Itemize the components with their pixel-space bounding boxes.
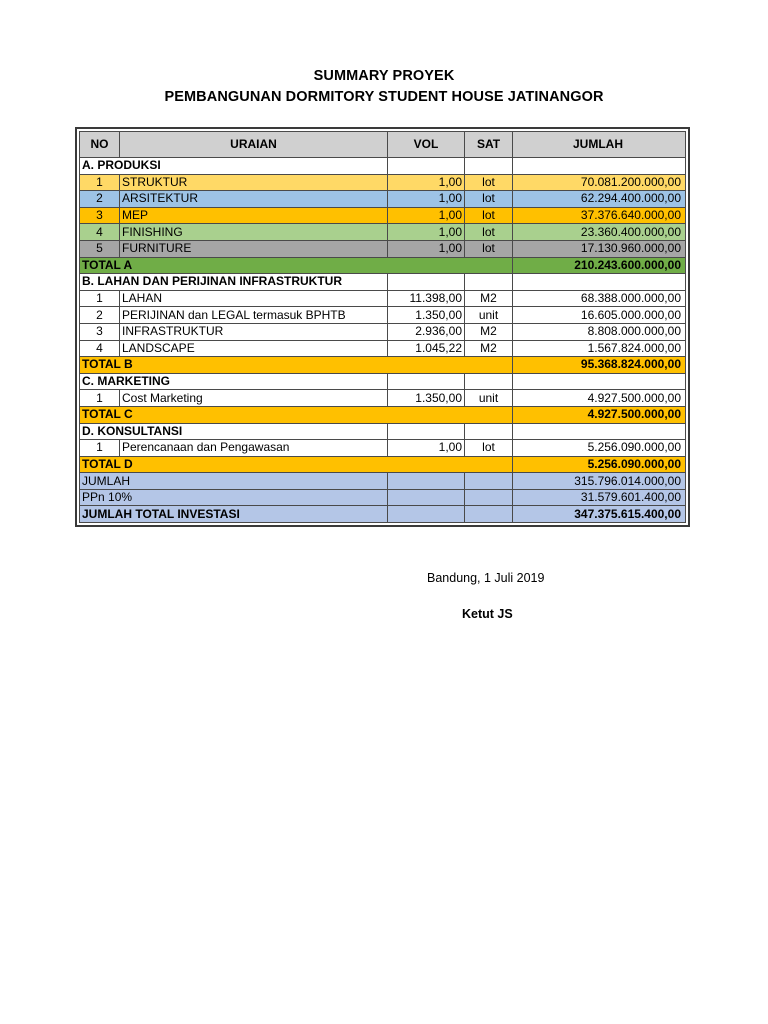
empty-cell: [388, 274, 465, 291]
row-no: 1: [80, 440, 120, 457]
table-row: [80, 340, 686, 357]
row-jumlah: 16.605.000.000,00: [513, 307, 686, 324]
empty-cell: [513, 274, 686, 291]
empty-cell: [388, 158, 465, 175]
empty-cell: [513, 373, 686, 390]
empty-cell: [388, 373, 465, 390]
row-no: 2: [80, 191, 120, 208]
row-sat: M2: [465, 323, 513, 340]
section-title: B. LAHAN DAN PERIJINAN INFRASTRUKTUR: [80, 274, 388, 291]
section-header-row: [80, 373, 686, 390]
row-vol: 2.936,00: [388, 323, 465, 340]
row-vol: 1.045,22: [388, 340, 465, 357]
summary-value: 315.796.014.000,00: [513, 473, 686, 490]
section-total-row: [80, 357, 686, 374]
row-vol: 1,00: [388, 224, 465, 241]
empty-cell: [465, 489, 513, 506]
row-sat: lot: [465, 174, 513, 191]
row-no: 1: [80, 390, 120, 407]
section-total-value: 4.927.500.000,00: [513, 406, 686, 423]
empty-cell: [513, 423, 686, 440]
row-uraian: ARSITEKTUR: [120, 191, 388, 208]
table-row: [80, 390, 686, 407]
header-vol: VOL: [388, 132, 465, 158]
section-total-row: [80, 257, 686, 274]
row-no: 2: [80, 307, 120, 324]
row-uraian: Perencanaan dan Pengawasan: [120, 440, 388, 457]
table-body: [80, 158, 686, 523]
empty-cell: [465, 423, 513, 440]
row-vol: 1.350,00: [388, 390, 465, 407]
row-vol: 1,00: [388, 174, 465, 191]
section-title: A. PRODUKSI: [80, 158, 388, 175]
section-title: D. KONSULTANSI: [80, 423, 388, 440]
header-jumlah: JUMLAH: [513, 132, 686, 158]
empty-cell: [513, 158, 686, 175]
row-no: 1: [80, 174, 120, 191]
section-title: C. MARKETING: [80, 373, 388, 390]
row-uraian: MEP: [120, 207, 388, 224]
section-header-row: [80, 158, 686, 175]
summary-row: [80, 506, 686, 523]
row-sat: lot: [465, 440, 513, 457]
summary-label: PPn 10%: [80, 489, 388, 506]
table-row: [80, 240, 686, 257]
table-row: [80, 290, 686, 307]
summary-row: [80, 489, 686, 506]
section-total-value: 95.368.824.000,00: [513, 357, 686, 374]
row-no: 5: [80, 240, 120, 257]
summary-label: JUMLAH TOTAL INVESTASI: [80, 506, 388, 523]
section-total-row: [80, 406, 686, 423]
row-jumlah: 37.376.640.000,00: [513, 207, 686, 224]
empty-cell: [388, 489, 465, 506]
section-total-label: TOTAL B: [80, 357, 513, 374]
row-uraian: LAHAN: [120, 290, 388, 307]
row-no: 4: [80, 340, 120, 357]
header-no: NO: [80, 132, 120, 158]
row-sat: M2: [465, 340, 513, 357]
title-line-2: PEMBANGUNAN DORMITORY STUDENT HOUSE JATINANGOR: [164, 89, 604, 105]
row-jumlah: 68.388.000.000,00: [513, 290, 686, 307]
summary-table-frame: [75, 127, 690, 527]
empty-cell: [465, 473, 513, 490]
row-no: 3: [80, 323, 120, 340]
table-row: [80, 191, 686, 208]
section-total-value: 5.256.090.000,00: [513, 456, 686, 473]
empty-cell: [388, 473, 465, 490]
row-jumlah: 62.294.400.000,00: [513, 191, 686, 208]
summary-table: [79, 131, 686, 523]
section-total-label: TOTAL C: [80, 406, 513, 423]
table-row: [80, 224, 686, 241]
row-uraian: FINISHING: [120, 224, 388, 241]
row-sat: lot: [465, 191, 513, 208]
row-jumlah: 23.360.400.000,00: [513, 224, 686, 241]
row-sat: unit: [465, 390, 513, 407]
row-jumlah: 70.081.200.000,00: [513, 174, 686, 191]
table-row: [80, 323, 686, 340]
empty-cell: [465, 373, 513, 390]
row-vol: 1,00: [388, 240, 465, 257]
summary-label: JUMLAH: [80, 473, 388, 490]
table-row: [80, 174, 686, 191]
section-total-row: [80, 456, 686, 473]
row-jumlah: 1.567.824.000,00: [513, 340, 686, 357]
row-vol: 11.398,00: [388, 290, 465, 307]
signature-date: Bandung, 1 Juli 2019: [427, 571, 545, 585]
section-total-value: 210.243.600.000,00: [513, 257, 686, 274]
row-vol: 1,00: [388, 440, 465, 457]
row-jumlah: 5.256.090.000,00: [513, 440, 686, 457]
empty-cell: [465, 506, 513, 523]
table-header-row: [80, 132, 686, 158]
title-line-1: SUMMARY PROYEK: [313, 68, 455, 84]
row-sat: lot: [465, 224, 513, 241]
row-jumlah: 8.808.000.000,00: [513, 323, 686, 340]
row-vol: 1.350,00: [388, 307, 465, 324]
row-uraian: Cost Marketing: [120, 390, 388, 407]
row-sat: unit: [465, 307, 513, 324]
row-sat: M2: [465, 290, 513, 307]
row-no: 3: [80, 207, 120, 224]
empty-cell: [388, 506, 465, 523]
empty-cell: [465, 274, 513, 291]
row-jumlah: 17.130.960.000,00: [513, 240, 686, 257]
section-header-row: [80, 423, 686, 440]
table-row: [80, 207, 686, 224]
empty-cell: [465, 158, 513, 175]
header-uraian: URAIAN: [120, 132, 388, 158]
section-header-row: [80, 274, 686, 291]
row-uraian: FURNITURE: [120, 240, 388, 257]
row-sat: lot: [465, 207, 513, 224]
document-title: [0, 66, 768, 108]
row-jumlah: 4.927.500.000,00: [513, 390, 686, 407]
row-vol: 1,00: [388, 191, 465, 208]
summary-value: 31.579.601.400,00: [513, 489, 686, 506]
row-uraian: LANDSCAPE: [120, 340, 388, 357]
row-no: 1: [80, 290, 120, 307]
row-sat: lot: [465, 240, 513, 257]
section-total-label: TOTAL A: [80, 257, 513, 274]
empty-cell: [388, 423, 465, 440]
section-total-label: TOTAL D: [80, 456, 513, 473]
table-row: [80, 440, 686, 457]
summary-row: [80, 473, 686, 490]
row-no: 4: [80, 224, 120, 241]
row-vol: 1,00: [388, 207, 465, 224]
row-uraian: PERIJINAN dan LEGAL termasuk BPHTB: [120, 307, 388, 324]
summary-value: 347.375.615.400,00: [513, 506, 686, 523]
row-uraian: STRUKTUR: [120, 174, 388, 191]
header-sat: SAT: [465, 132, 513, 158]
row-uraian: INFRASTRUKTUR: [120, 323, 388, 340]
table-row: [80, 307, 686, 324]
signatory-name: Ketut JS: [462, 607, 513, 621]
